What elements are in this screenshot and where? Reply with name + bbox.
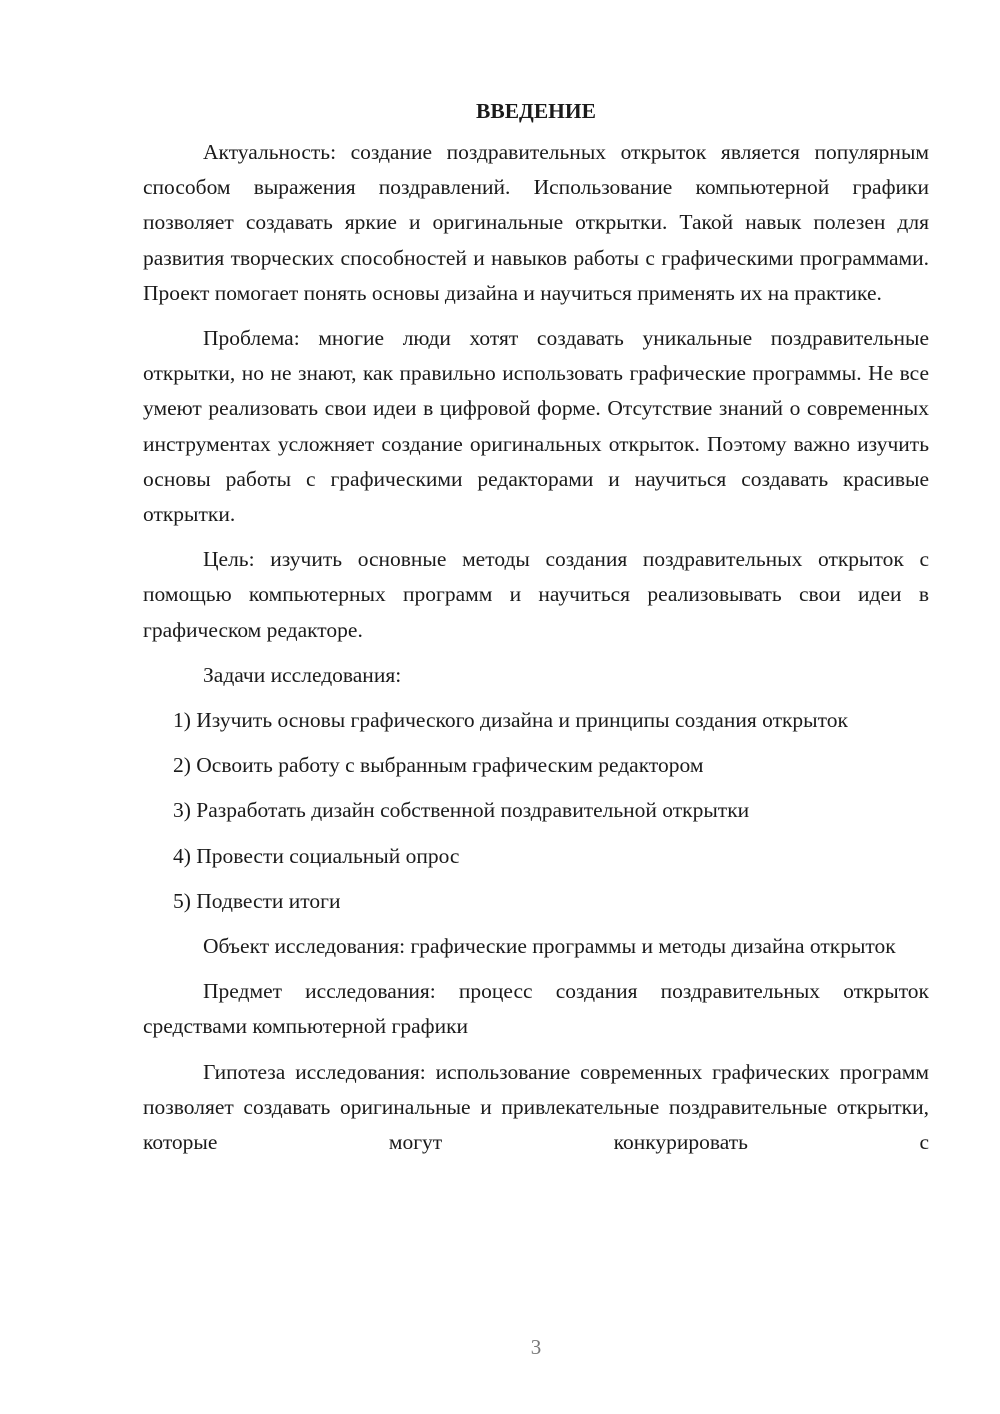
problem-paragraph: Проблема: многие люди хотят создавать уникальные поздравительные открытки, но не знают, как правильно использовать графические программы. Не все умеют реализовать свои идеи в цифровой форме. Отсутствие знаний о современных инструментах усложняет создание оригинальных открыток. Поэтому важно изучить основы работы с графическими редакторами и научиться создавать красивые открытки. [143, 326, 929, 527]
task-item: 1) Изучить основы графического дизайна и принципы создания открыток [173, 708, 848, 733]
task-item: 2) Освоить работу с выбранным графическим редактором [173, 753, 704, 778]
section-title: ВВЕДЕНИЕ [476, 99, 596, 123]
object-paragraph: Объект исследования: графические программы и методы дизайна открыток [203, 934, 896, 959]
goal-paragraph: Цель: изучить основные методы создания поздравительных открыток с помощью компьютерных программ и научиться реализовывать свои идеи в графическом редакторе. [143, 547, 929, 642]
task-item: 5) Подвести итоги [173, 888, 341, 913]
subject-paragraph: Предмет исследования: процесс создания поздравительных открыток средствами компьютерной графики [143, 979, 929, 1039]
task-item: 4) Провести социальный опрос [173, 843, 460, 868]
page-number: 3 [530, 1335, 542, 1359]
hypothesis-paragraph: Гипотеза исследования: использование современных графических программ позволяет создавать оригинальные и привлекательные поздравительные открытки, которые могут конкурировать с [143, 1059, 929, 1155]
tasks-list [143, 703, 929, 919]
page-content [143, 92, 929, 1170]
tasks-heading: Задачи исследования: [203, 662, 402, 687]
task-item: 3) Разработать дизайн собственной поздравительной открытки [173, 798, 750, 823]
relevance-paragraph: Актуальность: создание поздравительных открыток является популярным способом выражения поздравлений. Использование компьютерной графики позволяет создавать яркие и оригинальные открытки. Такой навык полезен для развития творческих способностей и навыков работы с графическими программами. Проект помогает понять основы дизайна и научиться применять их на практике. [143, 140, 929, 305]
